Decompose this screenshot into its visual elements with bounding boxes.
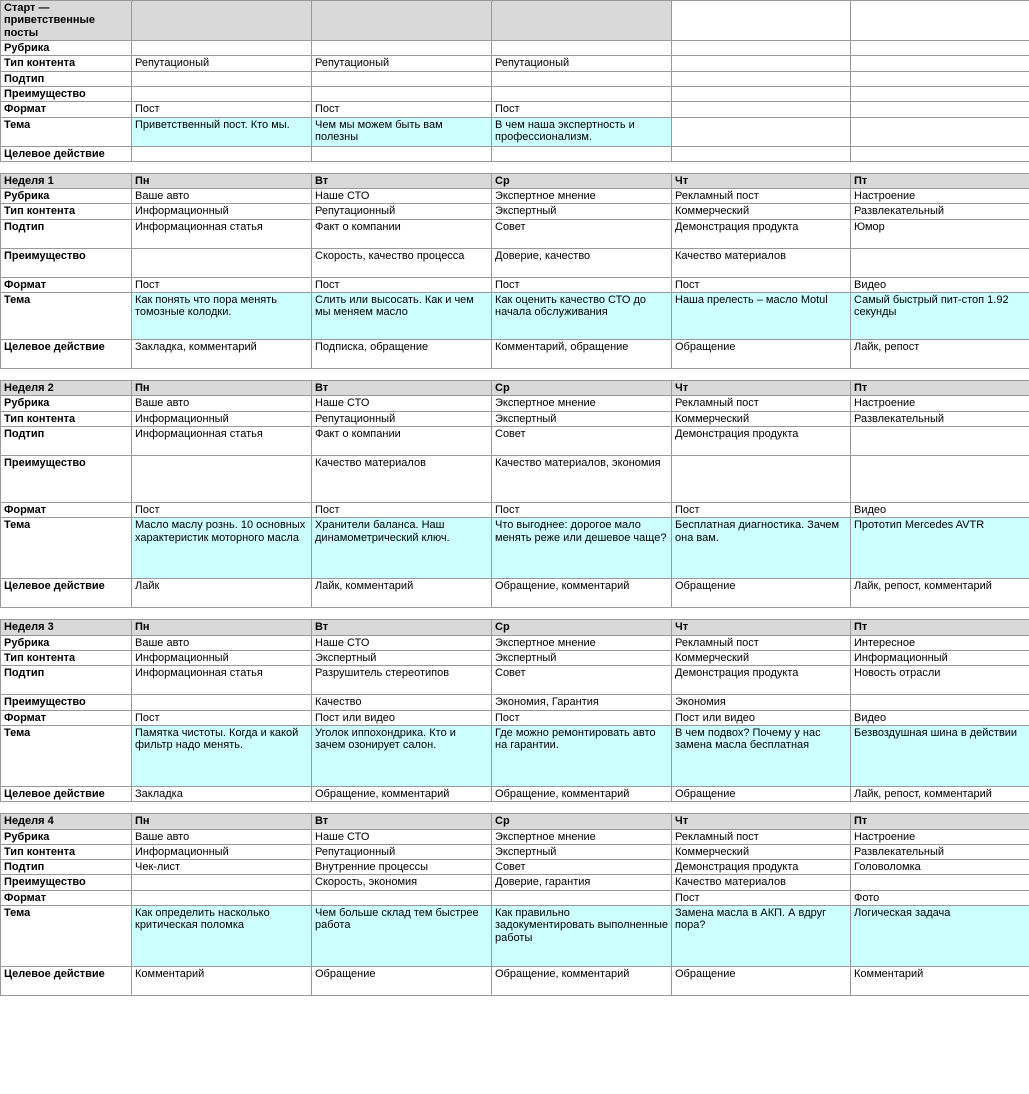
cell	[132, 890, 312, 905]
row-target-action	[1, 146, 1029, 161]
cell-theme: Бесплатная диагностика. Зачем она вам.	[672, 518, 851, 579]
cell: Ваше авто	[132, 189, 312, 204]
row-label-subtype: Подтип	[1, 666, 132, 695]
cell: Подписка, обращение	[312, 340, 492, 369]
block-title: Неделя 1	[1, 173, 132, 188]
cell-theme: Логическая задача	[851, 906, 1029, 967]
row-label-theme: Тема	[1, 906, 132, 967]
block-header-row	[1, 814, 1029, 829]
cell	[851, 248, 1029, 277]
row-label-target-action: Целевое действие	[1, 786, 132, 801]
row-label-advantage: Преимущество	[1, 456, 132, 503]
cell: Пост	[312, 277, 492, 292]
cell: Лайк, репост	[851, 340, 1029, 369]
cell: Совет	[492, 219, 672, 248]
cell: Репутационный	[312, 844, 492, 859]
cell: Пост	[672, 503, 851, 518]
row-label-format: Формат	[1, 890, 132, 905]
cell: Доверие, гарантия	[492, 875, 672, 890]
block-header-row	[1, 173, 1029, 188]
block-day-mon: Пн	[132, 173, 312, 188]
row-advantage	[1, 695, 1029, 710]
cell: Экспертный	[312, 650, 492, 665]
cell	[672, 146, 851, 161]
cell: Обращение	[312, 967, 492, 996]
block-header-row	[1, 381, 1029, 396]
cell: Обращение	[672, 967, 851, 996]
row-label-subtype: Подтип	[1, 71, 132, 86]
row-label-advantage: Преимущество	[1, 248, 132, 277]
row-target-action	[1, 967, 1029, 996]
cell: Совет	[492, 427, 672, 456]
cell: Развлекательный	[851, 844, 1029, 859]
cell: Развлекательный	[851, 204, 1029, 219]
block-spacer	[1, 608, 1029, 620]
block-day-wed: Ср	[492, 620, 672, 635]
row-label-content-type: Тип контента	[1, 56, 132, 71]
cell: Комментарий	[851, 967, 1029, 996]
cell: Лайк, комментарий	[312, 579, 492, 608]
cell: Скорость, качество процесса	[312, 248, 492, 277]
block-day-thu: Чт	[672, 814, 851, 829]
cell: Информационный	[851, 650, 1029, 665]
cell	[312, 890, 492, 905]
row-label-subtype: Подтип	[1, 860, 132, 875]
cell: Демонстрация продукта	[672, 427, 851, 456]
cell: Совет	[492, 860, 672, 875]
cell: Коммерческий	[672, 844, 851, 859]
cell: Видео	[851, 710, 1029, 725]
cell: Наше СТО	[312, 396, 492, 411]
row-subtype	[1, 860, 1029, 875]
cell: Совет	[492, 666, 672, 695]
cell	[492, 71, 672, 86]
cell: Рекламный пост	[672, 829, 851, 844]
cell: Обращение, комментарий	[492, 579, 672, 608]
cell: Наше СТО	[312, 829, 492, 844]
cell-theme: Приветственный пост. Кто мы.	[132, 117, 312, 146]
block-day-mon: Пн	[132, 381, 312, 396]
cell-theme: Масло маслу рознь. 10 основных характеристик моторного масла	[132, 518, 312, 579]
row-label-rubric: Рубрика	[1, 829, 132, 844]
cell: Пост	[132, 710, 312, 725]
cell: Наше СТО	[312, 189, 492, 204]
block-spacer	[1, 161, 1029, 173]
cell: Рекламный пост	[672, 189, 851, 204]
cell	[132, 456, 312, 503]
row-label-subtype: Подтип	[1, 427, 132, 456]
cell: Пост или видео	[672, 710, 851, 725]
cell-theme: Уголок иппохондрика. Кто и зачем озонирует салон.	[312, 725, 492, 786]
cell-theme: Как понять что пора менять томозные колодки.	[132, 293, 312, 340]
row-advantage	[1, 875, 1029, 890]
row-label-rubric: Рубрика	[1, 396, 132, 411]
cell: Пост	[492, 710, 672, 725]
cell: Чек-лист	[132, 860, 312, 875]
cell: Экспертное мнение	[492, 635, 672, 650]
cell-theme: Как определить насколько критическая поломка	[132, 906, 312, 967]
block-day-tue: Вт	[312, 814, 492, 829]
cell: Обращение	[672, 579, 851, 608]
row-label-format: Формат	[1, 102, 132, 117]
cell: Репутационый	[492, 56, 672, 71]
block-day-tue: Вт	[312, 620, 492, 635]
row-target-action	[1, 340, 1029, 369]
cell: Юмор	[851, 219, 1029, 248]
row-subtype	[1, 71, 1029, 86]
cell-theme: В чем подвох? Почему у нас замена масла бесплатная	[672, 725, 851, 786]
cell	[851, 56, 1029, 71]
block-header-row	[1, 620, 1029, 635]
cell: Обращение, комментарий	[492, 786, 672, 801]
cell-theme: Памятка чистоты. Когда и какой фильтр надо менять.	[132, 725, 312, 786]
cell: Информационная статья	[132, 427, 312, 456]
cell	[492, 86, 672, 101]
row-theme	[1, 725, 1029, 786]
cell: Факт о компании	[312, 219, 492, 248]
block-day-mon: Пн	[132, 814, 312, 829]
block-title: Неделя 4	[1, 814, 132, 829]
cell-theme: Что выгоднее: дорогое мало менять реже или дешевое чаще?	[492, 518, 672, 579]
cell: Демонстрация продукта	[672, 219, 851, 248]
cell: Пост	[672, 890, 851, 905]
cell	[492, 40, 672, 55]
cell-theme: Слить или высосать. Как и чем мы меняем масло	[312, 293, 492, 340]
cell-theme: Как оценить качество СТО до начала обслуживания	[492, 293, 672, 340]
row-label-content-type: Тип контента	[1, 844, 132, 859]
row-theme	[1, 293, 1029, 340]
block-day-wed	[492, 1, 672, 41]
cell: Лайк, репост, комментарий	[851, 579, 1029, 608]
cell: Ваше авто	[132, 396, 312, 411]
cell: Лайк	[132, 579, 312, 608]
cell-theme: Прототип Mercedes AVTR	[851, 518, 1029, 579]
block-title: Старт — приветственные посты	[1, 1, 132, 41]
row-format	[1, 503, 1029, 518]
row-label-target-action: Целевое действие	[1, 146, 132, 161]
cell: Экспертный	[492, 844, 672, 859]
row-label-target-action: Целевое действие	[1, 340, 132, 369]
cell	[132, 40, 312, 55]
cell: Экономия, Гарантия	[492, 695, 672, 710]
cell: Репутационый	[312, 56, 492, 71]
row-rubric	[1, 635, 1029, 650]
cell: Развлекательный	[851, 411, 1029, 426]
cell	[672, 71, 851, 86]
cell	[851, 695, 1029, 710]
row-label-target-action: Целевое действие	[1, 579, 132, 608]
row-subtype	[1, 666, 1029, 695]
cell: Экспертный	[492, 650, 672, 665]
row-rubric	[1, 40, 1029, 55]
cell: Пост	[132, 102, 312, 117]
row-rubric	[1, 396, 1029, 411]
block-day-thu: Чт	[672, 173, 851, 188]
row-label-theme: Тема	[1, 518, 132, 579]
cell	[851, 146, 1029, 161]
cell: Обращение, комментарий	[492, 967, 672, 996]
row-advantage	[1, 456, 1029, 503]
cell: Пост	[492, 277, 672, 292]
cell: Информационный	[132, 204, 312, 219]
block-header-row	[1, 1, 1029, 41]
cell: Экспертный	[492, 411, 672, 426]
block-title: Неделя 2	[1, 381, 132, 396]
cell: Информационная статья	[132, 219, 312, 248]
cell: Пост или видео	[312, 710, 492, 725]
cell	[132, 71, 312, 86]
cell	[312, 86, 492, 101]
cell: Закладка	[132, 786, 312, 801]
block-spacer	[1, 802, 1029, 814]
row-content-type	[1, 844, 1029, 859]
cell: Экономия	[672, 695, 851, 710]
cell: Настроение	[851, 189, 1029, 204]
cell: Информационный	[132, 650, 312, 665]
row-label-content-type: Тип контента	[1, 204, 132, 219]
block-day-wed: Ср	[492, 814, 672, 829]
cell: Пост	[312, 503, 492, 518]
cell: Настроение	[851, 829, 1029, 844]
block-day-fri: Пт	[851, 173, 1029, 188]
cell	[132, 875, 312, 890]
cell: Новость отрасли	[851, 666, 1029, 695]
cell	[851, 427, 1029, 456]
cell: Репутационный	[312, 204, 492, 219]
cell: Качество материалов	[312, 456, 492, 503]
row-content-type	[1, 204, 1029, 219]
cell: Пост	[312, 102, 492, 117]
row-advantage	[1, 86, 1029, 101]
cell: Обращение, комментарий	[312, 786, 492, 801]
row-subtype	[1, 427, 1029, 456]
cell: Наше СТО	[312, 635, 492, 650]
row-content-type	[1, 56, 1029, 71]
row-theme	[1, 117, 1029, 146]
cell: Демонстрация продукта	[672, 860, 851, 875]
row-target-action	[1, 786, 1029, 801]
cell-theme: Чем больше склад тем быстрее работа	[312, 906, 492, 967]
cell-theme: Хранители баланса. Наш динамометрический ключ.	[312, 518, 492, 579]
cell	[492, 890, 672, 905]
row-subtype	[1, 219, 1029, 248]
cell-theme: Наша прелесть – масло Motul	[672, 293, 851, 340]
cell: Обращение	[672, 340, 851, 369]
cell: Пост	[132, 503, 312, 518]
cell	[851, 456, 1029, 503]
cell	[132, 248, 312, 277]
cell: Качество материалов, экономия	[492, 456, 672, 503]
block-day-thu	[672, 1, 851, 41]
row-theme	[1, 906, 1029, 967]
cell: Демонстрация продукта	[672, 666, 851, 695]
cell: Комментарий	[132, 967, 312, 996]
cell-theme: Как правильно задокументировать выполненные работы	[492, 906, 672, 967]
cell: Экспертный	[492, 204, 672, 219]
cell: Видео	[851, 277, 1029, 292]
cell-theme: Чем мы можем быть вам полезны	[312, 117, 492, 146]
cell-theme: Замена масла в АКП. А вдруг пора?	[672, 906, 851, 967]
cell: Коммерческий	[672, 204, 851, 219]
cell: Рекламный пост	[672, 635, 851, 650]
row-label-theme: Тема	[1, 117, 132, 146]
row-label-content-type: Тип контента	[1, 650, 132, 665]
cell: Видео	[851, 503, 1029, 518]
row-advantage	[1, 248, 1029, 277]
row-theme	[1, 518, 1029, 579]
cell	[851, 102, 1029, 117]
row-format	[1, 102, 1029, 117]
cell	[851, 875, 1029, 890]
row-label-advantage: Преимущество	[1, 86, 132, 101]
cell: Коммерческий	[672, 411, 851, 426]
row-label-advantage: Преимущество	[1, 695, 132, 710]
cell-theme: В чем наша экспертность и профессионализм.	[492, 117, 672, 146]
cell: Ваше авто	[132, 635, 312, 650]
block-day-tue: Вт	[312, 173, 492, 188]
cell	[132, 86, 312, 101]
row-label-subtype: Подтип	[1, 219, 132, 248]
cell: Коммерческий	[672, 650, 851, 665]
cell: Информационная статья	[132, 666, 312, 695]
cell	[132, 146, 312, 161]
cell: Информационный	[132, 844, 312, 859]
cell: Пост	[492, 102, 672, 117]
row-label-advantage: Преимущество	[1, 875, 132, 890]
cell	[672, 40, 851, 55]
cell	[672, 102, 851, 117]
cell: Обращение	[672, 786, 851, 801]
cell	[132, 695, 312, 710]
cell	[672, 456, 851, 503]
row-content-type	[1, 650, 1029, 665]
cell: Скорость, экономия	[312, 875, 492, 890]
row-label-theme: Тема	[1, 293, 132, 340]
row-rubric	[1, 189, 1029, 204]
row-label-rubric: Рубрика	[1, 189, 132, 204]
row-format	[1, 710, 1029, 725]
cell: Экспертное мнение	[492, 189, 672, 204]
cell: Экспертное мнение	[492, 829, 672, 844]
cell: Репутационный	[312, 411, 492, 426]
cell: Фото	[851, 890, 1029, 905]
row-format	[1, 277, 1029, 292]
block-day-fri: Пт	[851, 381, 1029, 396]
cell: Интересное	[851, 635, 1029, 650]
cell: Пост	[492, 503, 672, 518]
row-label-format: Формат	[1, 503, 132, 518]
row-label-format: Формат	[1, 277, 132, 292]
cell	[672, 56, 851, 71]
cell	[492, 146, 672, 161]
cell: Пост	[132, 277, 312, 292]
cell: Качество материалов	[672, 875, 851, 890]
cell: Репутационый	[132, 56, 312, 71]
row-label-rubric: Рубрика	[1, 635, 132, 650]
cell: Доверие, качество	[492, 248, 672, 277]
block-day-thu: Чт	[672, 620, 851, 635]
cell	[312, 71, 492, 86]
cell: Качество материалов	[672, 248, 851, 277]
cell: Настроение	[851, 396, 1029, 411]
block-day-fri	[851, 1, 1029, 41]
cell	[851, 71, 1029, 86]
cell: Комментарий, обращение	[492, 340, 672, 369]
row-label-content-type: Тип контента	[1, 411, 132, 426]
cell: Лайк, репост, комментарий	[851, 786, 1029, 801]
block-day-wed: Ср	[492, 173, 672, 188]
cell: Ваше авто	[132, 829, 312, 844]
row-label-theme: Тема	[1, 725, 132, 786]
block-day-wed: Ср	[492, 381, 672, 396]
cell	[312, 146, 492, 161]
cell-theme: Безвоздушная шина в действии	[851, 725, 1029, 786]
row-label-format: Формат	[1, 710, 132, 725]
cell: Разрушитель стереотипов	[312, 666, 492, 695]
cell	[851, 40, 1029, 55]
cell	[312, 40, 492, 55]
cell	[851, 86, 1029, 101]
cell: Головоломка	[851, 860, 1029, 875]
block-day-tue	[312, 1, 492, 41]
block-day-thu: Чт	[672, 381, 851, 396]
cell: Закладка, комментарий	[132, 340, 312, 369]
block-day-mon	[132, 1, 312, 41]
cell: Рекламный пост	[672, 396, 851, 411]
cell: Качество	[312, 695, 492, 710]
cell	[672, 86, 851, 101]
cell-theme	[851, 117, 1029, 146]
row-rubric	[1, 829, 1029, 844]
block-day-mon: Пн	[132, 620, 312, 635]
cell: Факт о компании	[312, 427, 492, 456]
cell: Внутренние процессы	[312, 860, 492, 875]
row-format	[1, 890, 1029, 905]
block-day-fri: Пт	[851, 814, 1029, 829]
row-target-action	[1, 579, 1029, 608]
cell-theme	[672, 117, 851, 146]
row-label-rubric: Рубрика	[1, 40, 132, 55]
block-title: Неделя 3	[1, 620, 132, 635]
block-day-tue: Вт	[312, 381, 492, 396]
cell: Пост	[672, 277, 851, 292]
cell-theme: Где можно ремонтировать авто на гарантии.	[492, 725, 672, 786]
cell: Информационный	[132, 411, 312, 426]
cell-theme: Самый быстрый пит-стоп 1.92 секунды	[851, 293, 1029, 340]
cell: Экспертное мнение	[492, 396, 672, 411]
row-content-type	[1, 411, 1029, 426]
block-day-fri: Пт	[851, 620, 1029, 635]
block-spacer	[1, 369, 1029, 381]
row-label-target-action: Целевое действие	[1, 967, 132, 996]
